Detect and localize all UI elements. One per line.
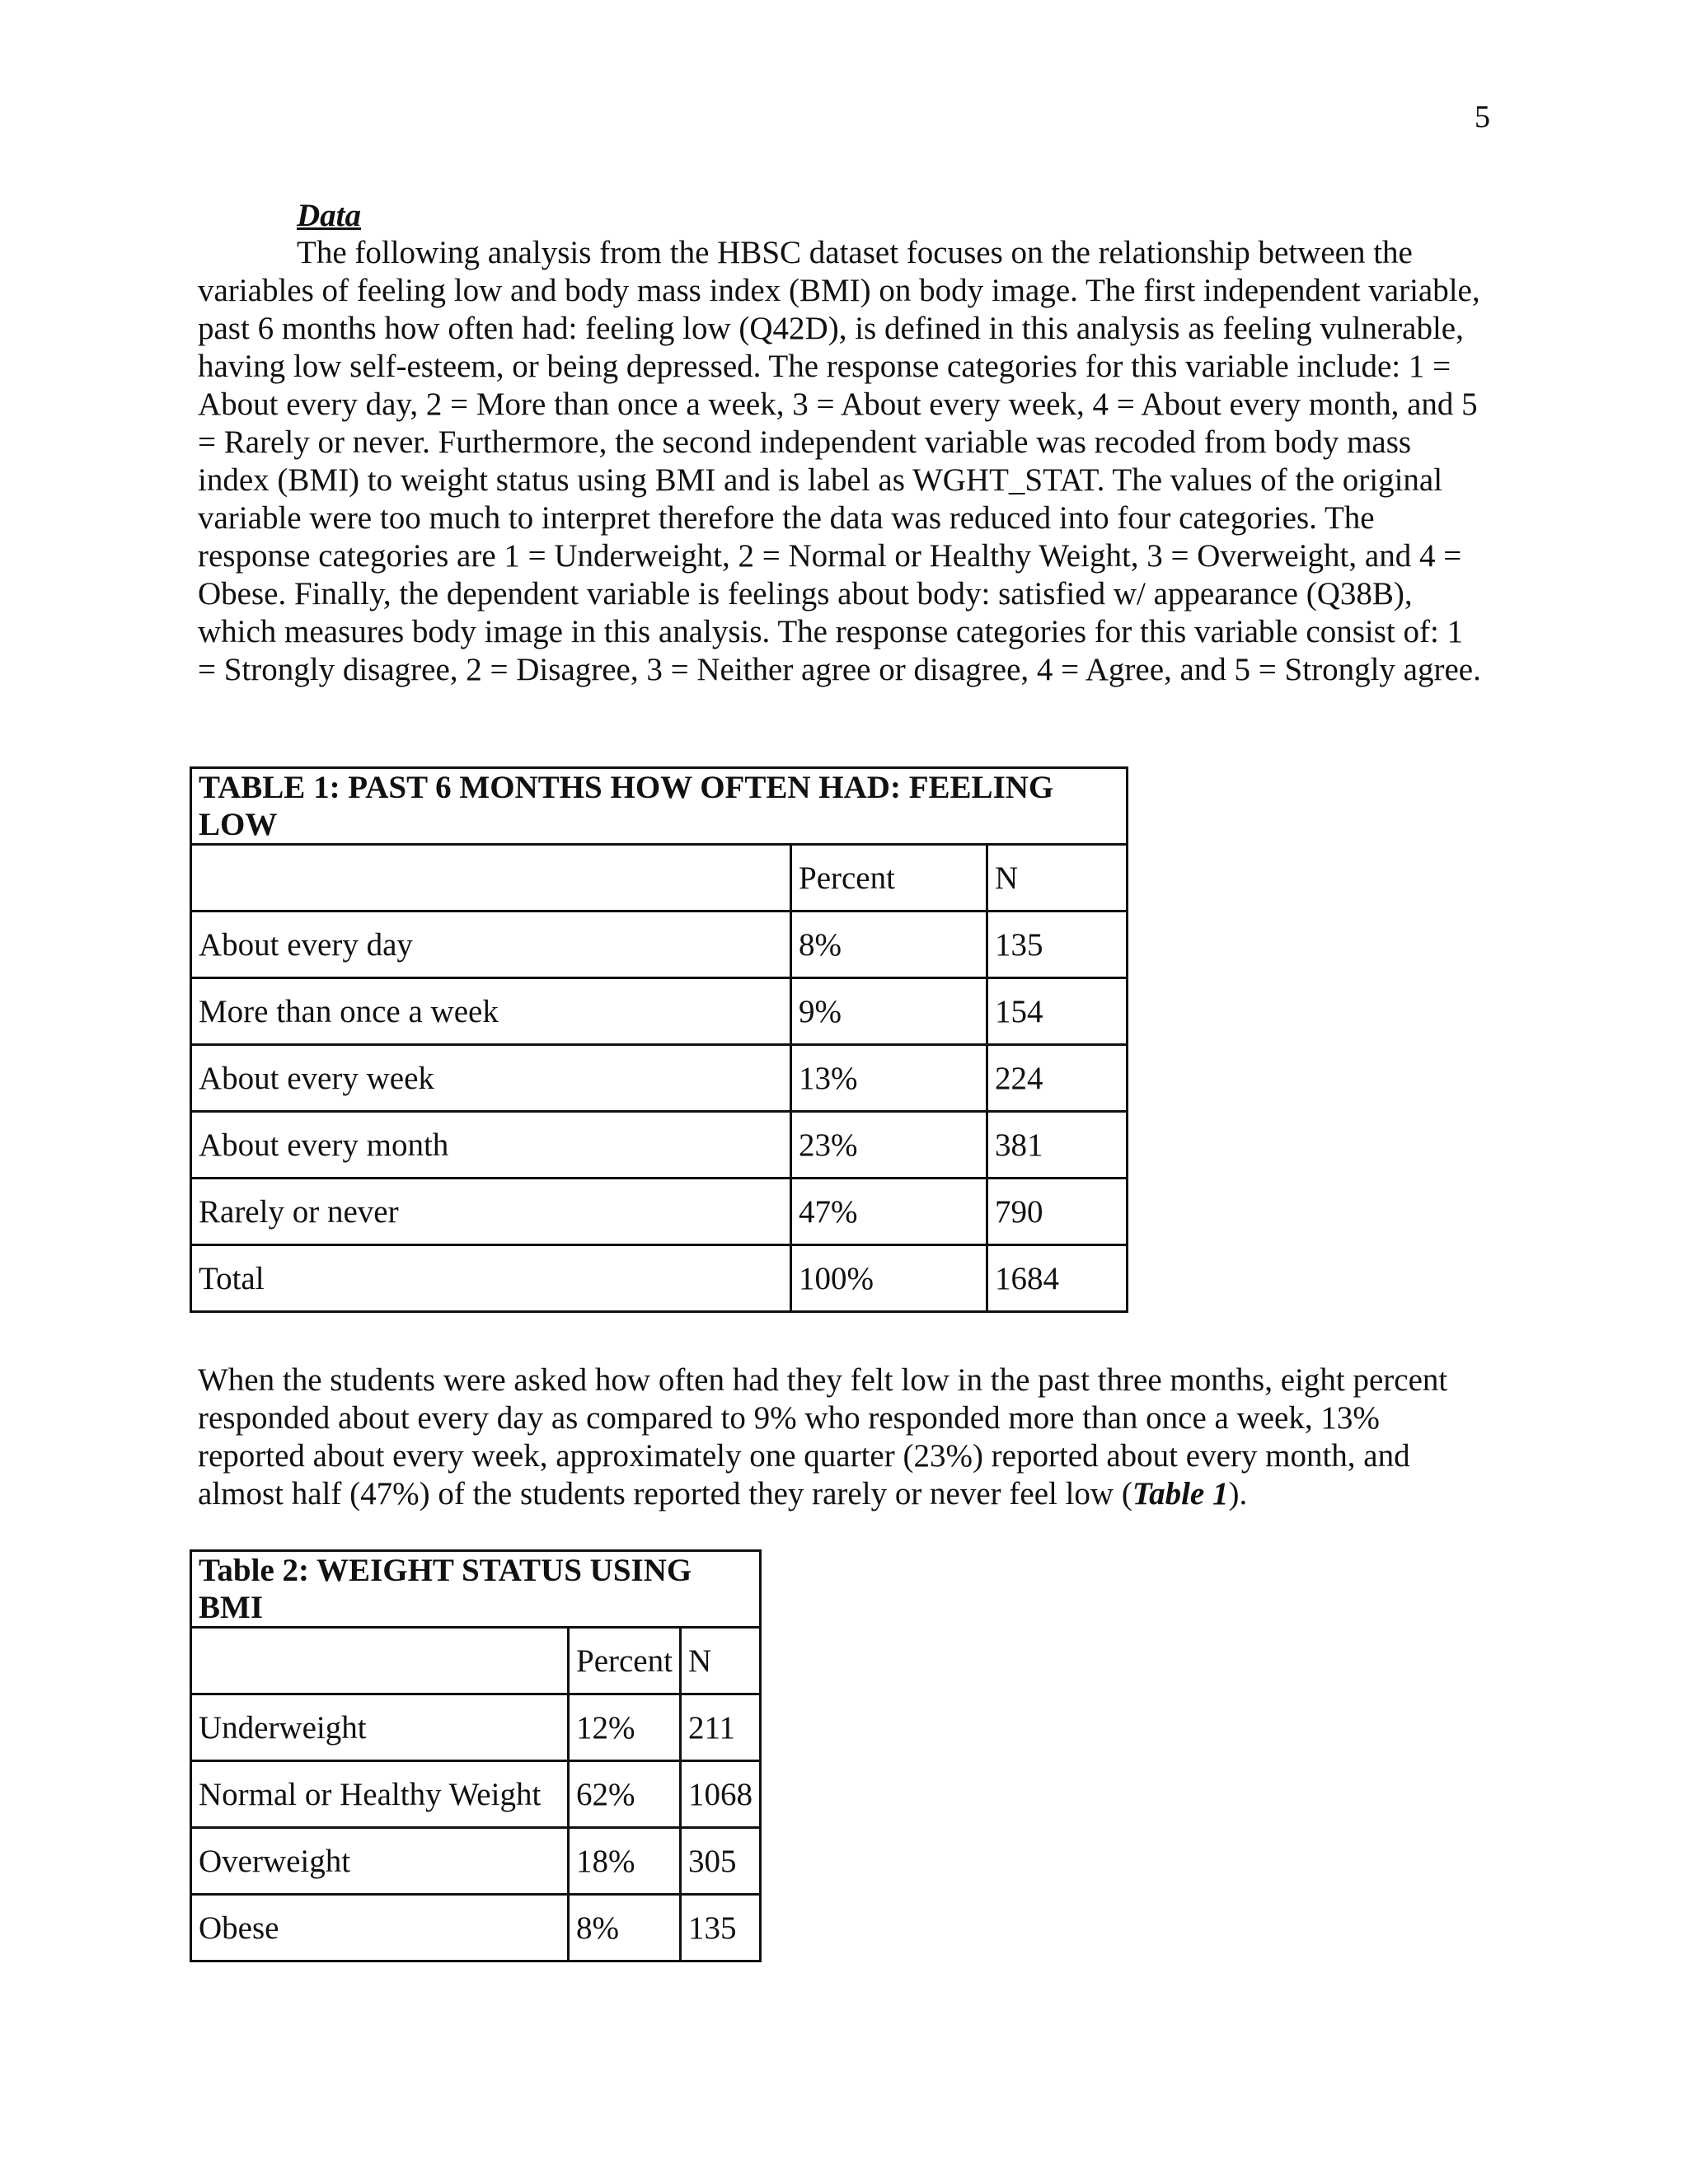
table-caption-row <box>191 1551 761 1628</box>
row-label: Obese <box>191 1895 569 1961</box>
header-cell-n: N <box>987 845 1128 912</box>
table-row <box>191 1112 1128 1179</box>
row-count: 790 <box>987 1179 1128 1245</box>
row-percent: 13% <box>791 1045 987 1112</box>
table-row <box>191 978 1128 1045</box>
header-cell-label <box>191 845 791 912</box>
row-percent: 100% <box>791 1245 987 1312</box>
table-row <box>191 1045 1128 1112</box>
row-count: 1068 <box>680 1761 760 1828</box>
row-count: 135 <box>680 1895 760 1961</box>
row-label: About every week <box>191 1045 791 1112</box>
header-cell-label <box>191 1628 569 1694</box>
row-count: 154 <box>987 978 1128 1045</box>
row-count: 381 <box>987 1112 1128 1179</box>
page-number: 5 <box>1475 100 1490 134</box>
row-count: 224 <box>987 1045 1128 1112</box>
section-title: Data <box>297 198 361 233</box>
table-header-row <box>191 845 1128 912</box>
header-cell-percent: Percent <box>569 1628 681 1694</box>
row-percent: 12% <box>569 1694 681 1761</box>
table-row <box>191 1828 761 1895</box>
row-percent: 62% <box>569 1761 681 1828</box>
row-label: About every month <box>191 1112 791 1179</box>
row-label: About every day <box>191 912 791 978</box>
discussion-end: ). <box>1228 1476 1248 1511</box>
row-label: Normal or Healthy Weight <box>191 1761 569 1828</box>
discussion-text: When the students were asked how often had they felt low in the past three months, eight percent responded about every day as compared to 9% who responded more than once a week, 13% reported about every week, approximately one quarter (23%) reported about every month, and almost half (47%) of the students reported they rarely or never feel low ( <box>198 1362 1448 1511</box>
row-percent: 47% <box>791 1179 987 1245</box>
row-label: Overweight <box>191 1828 569 1895</box>
table-row <box>191 1179 1128 1245</box>
row-percent: 8% <box>791 912 987 978</box>
table-row <box>191 1895 761 1961</box>
row-percent: 23% <box>791 1112 987 1179</box>
row-count: 1684 <box>987 1245 1128 1312</box>
table-row <box>191 1761 761 1828</box>
row-percent: 8% <box>569 1895 681 1961</box>
table-row-total <box>191 1245 1128 1312</box>
table-caption: TABLE 1: PAST 6 MONTHS HOW OFTEN HAD: FEELING LOW <box>191 768 1128 845</box>
table-row <box>191 1694 761 1761</box>
row-label: More than once a week <box>191 978 791 1045</box>
table-weight-status <box>190 1549 762 1962</box>
row-label: Rarely or never <box>191 1179 791 1245</box>
row-count: 135 <box>987 912 1128 978</box>
header-cell-percent: Percent <box>791 845 987 912</box>
table-row <box>191 912 1128 978</box>
table-caption: Table 2: WEIGHT STATUS USING BMI <box>191 1551 761 1628</box>
table-caption-row <box>191 768 1128 845</box>
table-header-row <box>191 1628 761 1694</box>
row-percent: 9% <box>791 978 987 1045</box>
header-cell-n: N <box>680 1628 760 1694</box>
row-count: 305 <box>680 1828 760 1895</box>
table-reference: Table 1 <box>1132 1476 1229 1511</box>
row-percent: 18% <box>569 1828 681 1895</box>
discussion-paragraph <box>198 1361 1484 1513</box>
intro-paragraph: The following analysis from the HBSC dataset focuses on the relationship between the variables of feeling low and body mass index (BMI) on body image. The first independent variable, past 6 months how often had: feeling low (Q42D), is defined in this analysis as feeling vulnerable, having low self-esteem, or being depressed. The response categories for this variable include: 1 = About every day, 2 = More than once a week, 3 = About every week, 4 = About every month, and 5 = Rarely or never. Furthermore, the second independent variable was recoded from body mass index (BMI) to weight status using BMI and is label as WGHT_STAT. The values of the original variable were too much to interpret therefore the data was reduced into four categories. The response categories are 1 = Underweight, 2 = Normal or Healthy Weight, 3 = Overweight, and 4 = Obese. Finally, the dependent variable is feelings about body: satisfied w/ appearance (Q38B), which measures body image in this analysis. The response categories for this variable consist of: 1 = Strongly disagree, 2 = Disagree, 3 = Neither agree or disagree, 4 = Agree, and 5 = Strongly agree. <box>198 235 1481 687</box>
row-label: Total <box>191 1245 791 1312</box>
row-count: 211 <box>680 1694 760 1761</box>
row-label: Underweight <box>191 1694 569 1761</box>
table-feeling-low <box>190 766 1128 1313</box>
